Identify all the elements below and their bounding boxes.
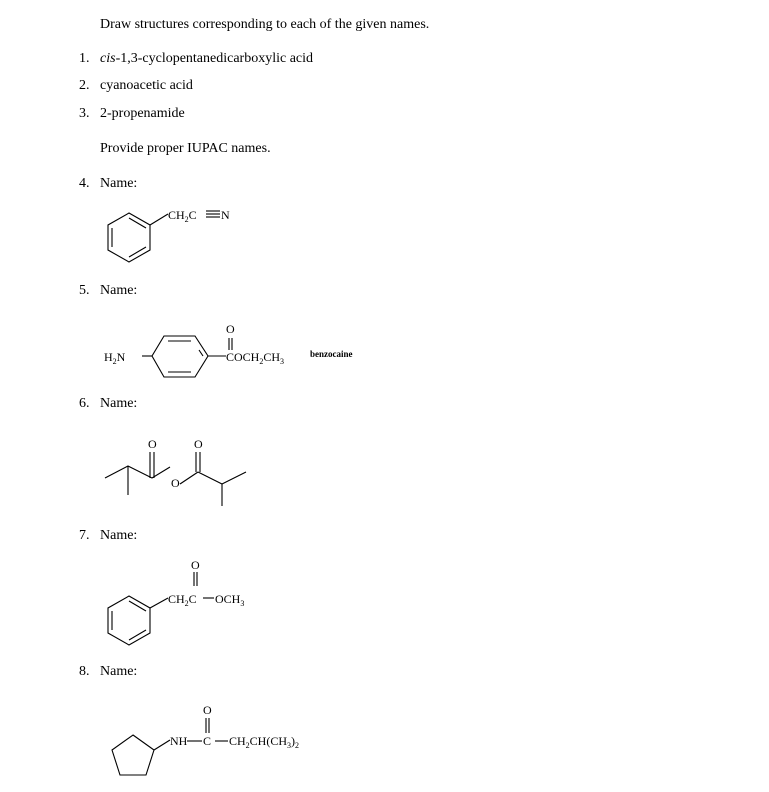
svg-text:CH2CH(CH3)2 xyxy=(229,734,299,750)
provide-instructions: Provide proper IUPAC names. xyxy=(100,141,271,156)
subscript: 3 xyxy=(287,741,292,750)
item-number: 2. xyxy=(79,78,90,93)
subscript: 2 xyxy=(184,599,189,608)
name-label: Name: xyxy=(100,664,138,679)
oxygen-atom: O xyxy=(148,437,157,451)
item-number: 8. xyxy=(79,664,90,679)
name-label: Name: xyxy=(100,176,138,191)
item-name-3: 2-propenamide xyxy=(100,106,185,121)
benzocaine-label: benzocaine xyxy=(310,349,353,359)
subscript: 2 xyxy=(184,215,189,224)
group-text: N xyxy=(116,350,126,364)
bond xyxy=(154,740,170,750)
group-text: COCH xyxy=(226,350,260,364)
oxygen-atom: O xyxy=(194,437,203,451)
draw-instructions: Draw structures corresponding to each of the given names. xyxy=(100,17,430,32)
item-name-2: cyanoacetic acid xyxy=(100,78,193,93)
group-text: CH xyxy=(263,350,281,364)
group-text: OCH xyxy=(215,592,241,606)
group-text: CH xyxy=(229,734,246,748)
subscript: 2 xyxy=(112,357,117,366)
item-number: 7. xyxy=(79,528,90,543)
group-text: C xyxy=(203,734,212,748)
group-text: ) xyxy=(291,734,296,748)
item-number: 6. xyxy=(79,396,90,411)
name-label: Name: xyxy=(100,528,138,543)
group-text: NH xyxy=(170,734,188,748)
oxygen-atom: O xyxy=(171,476,180,490)
subscript: 3 xyxy=(280,357,285,366)
item-number: 3. xyxy=(79,106,90,121)
subscript: 3 xyxy=(240,599,245,608)
group-text: C xyxy=(188,208,197,222)
name-label: Name: xyxy=(100,396,138,411)
cis-prefix: cis xyxy=(100,51,116,66)
item-number: 4. xyxy=(79,176,90,191)
item-name-1-text: -1,3-cyclopentanedicarboxylic acid xyxy=(115,51,314,66)
name-label: Name: xyxy=(100,283,138,298)
group-text: CH xyxy=(168,208,185,222)
group-text: CH(CH xyxy=(249,734,288,748)
group-text: C xyxy=(188,592,197,606)
subscript: 2 xyxy=(259,357,264,366)
cyclopentane-ring xyxy=(112,735,154,775)
group-text: N xyxy=(221,208,230,222)
item-number: 1. xyxy=(79,51,90,66)
subscript: 2 xyxy=(245,741,250,750)
oxygen-atom: O xyxy=(191,558,200,572)
group-text: H xyxy=(104,350,113,364)
group-text: CH xyxy=(168,592,185,606)
oxygen-atom: O xyxy=(203,703,212,717)
oxygen-atom: O xyxy=(226,322,235,336)
item-number: 5. xyxy=(79,283,90,298)
subscript: 2 xyxy=(295,741,300,750)
